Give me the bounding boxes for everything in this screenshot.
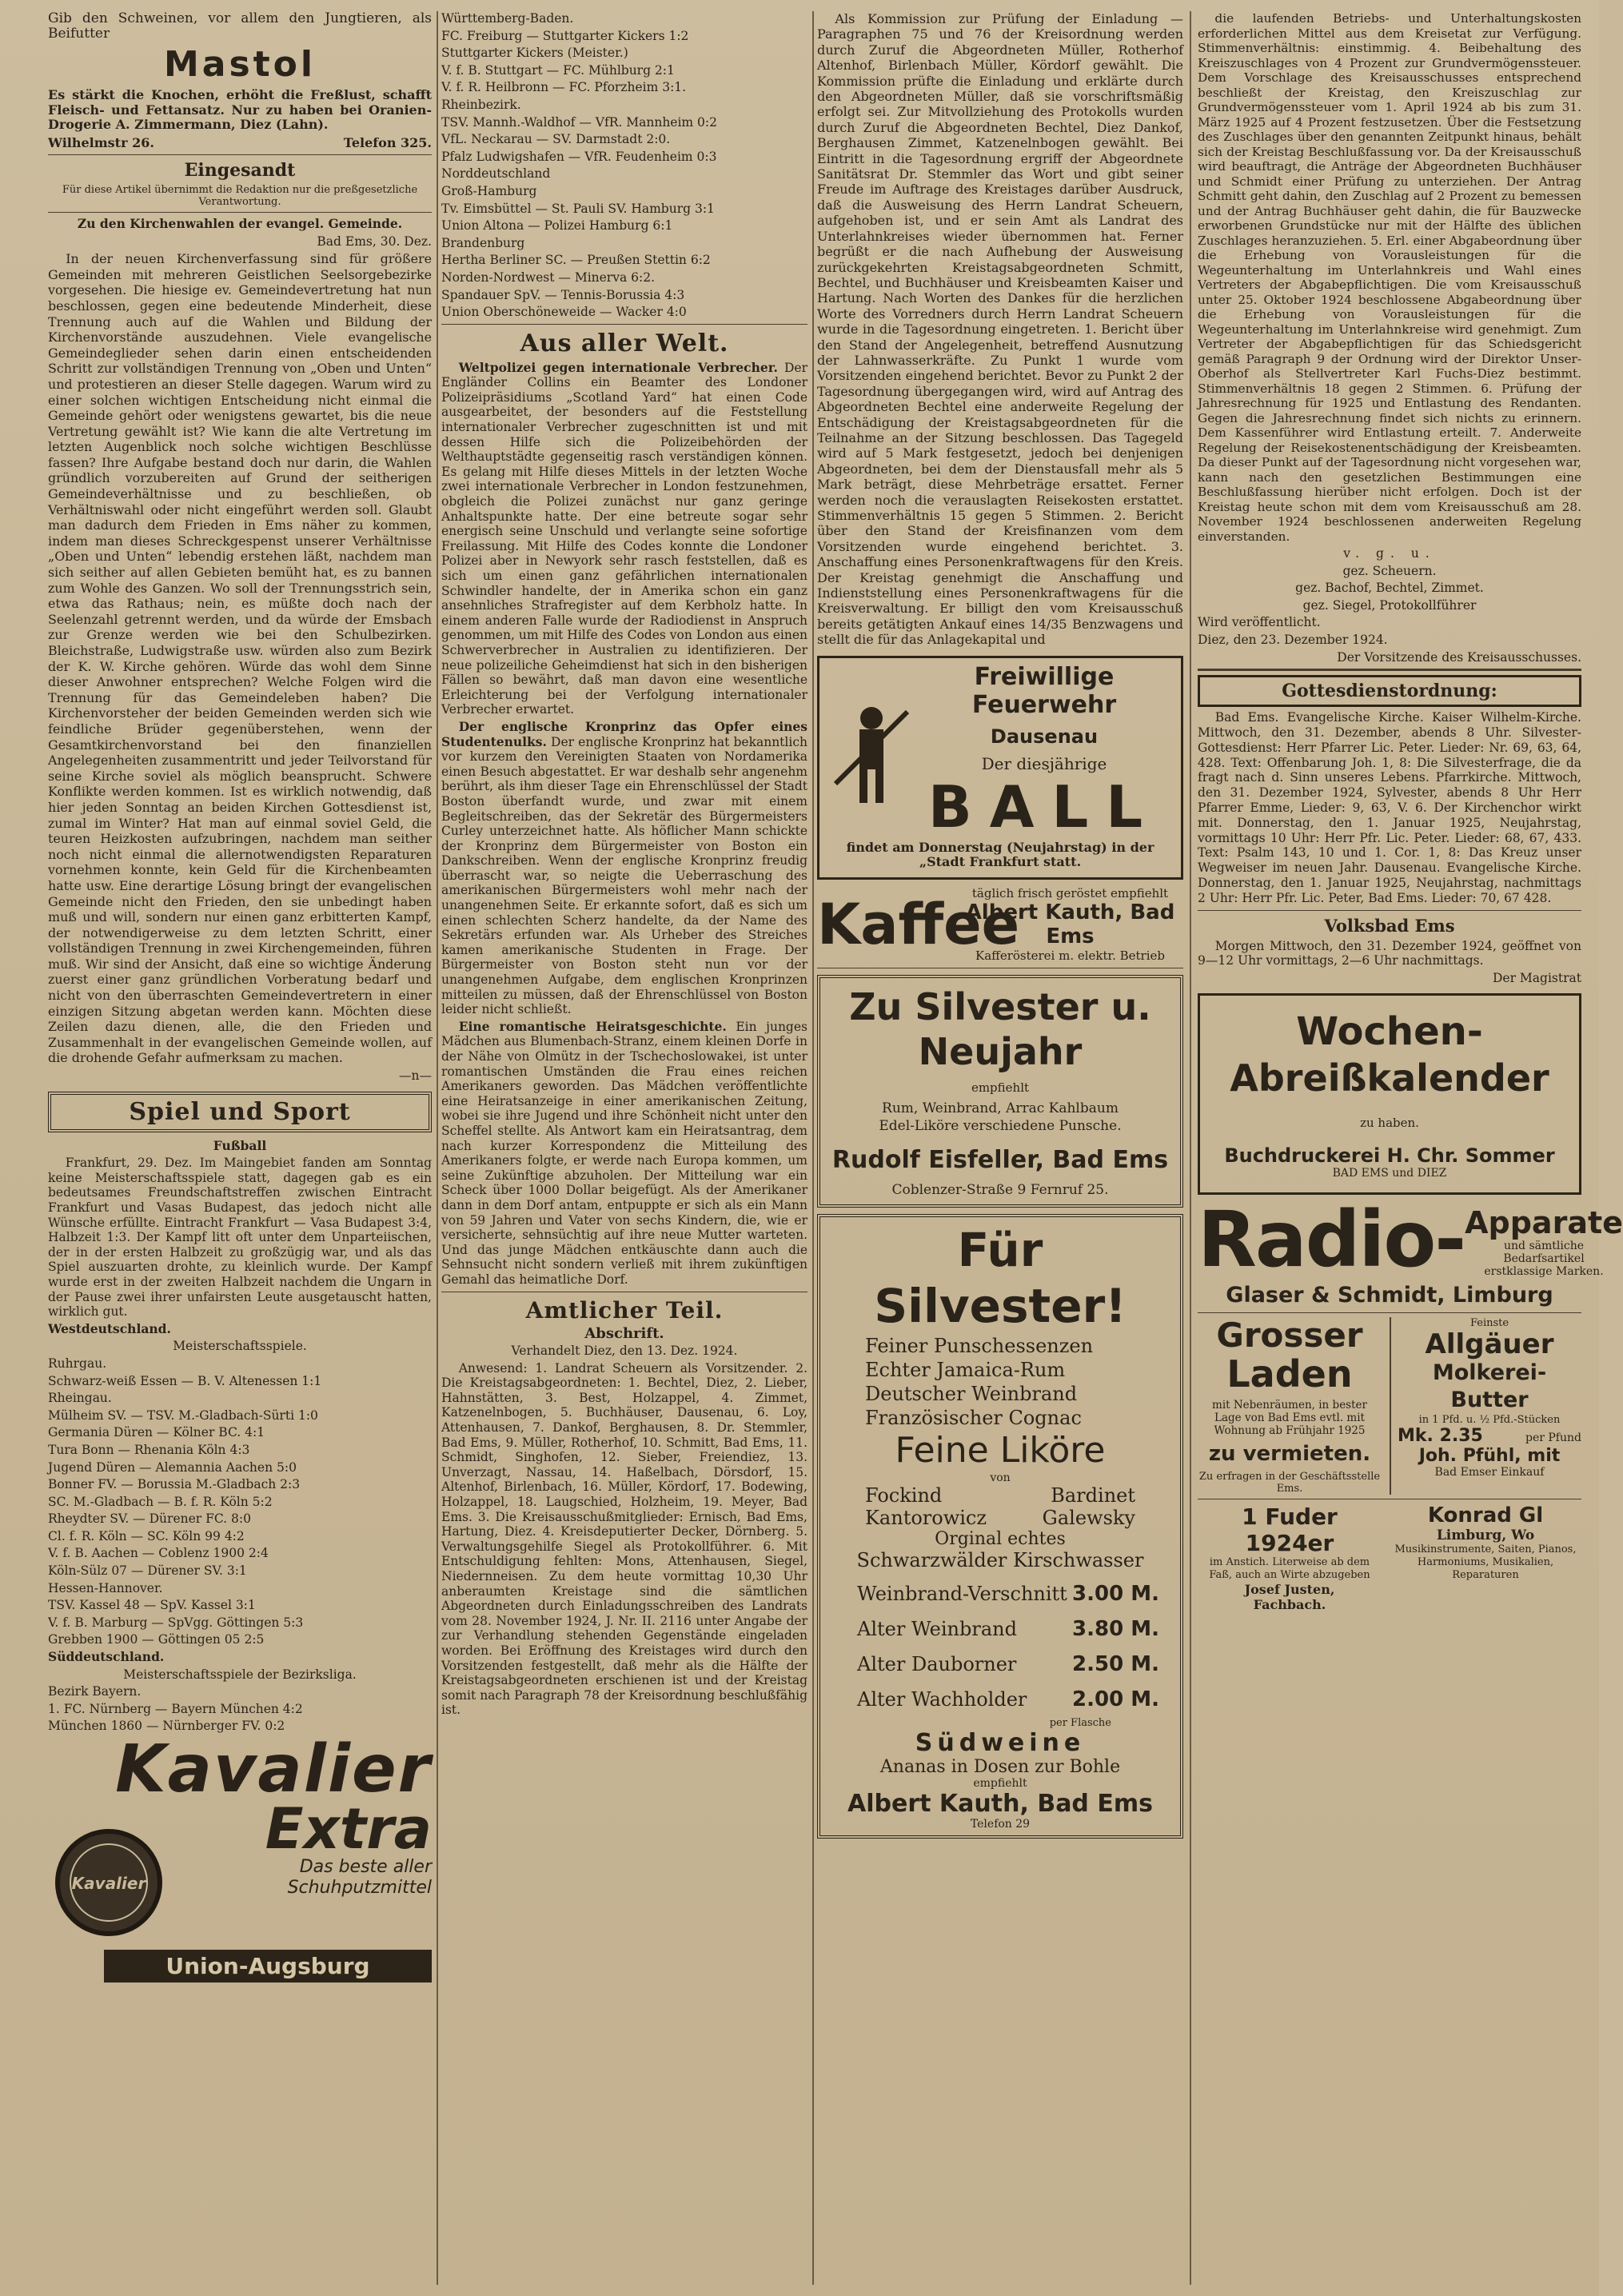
fs-price-1: 3.00 M.: [1072, 1581, 1159, 1606]
result-line: Schwarz-weiß Essen — B. V. Altenessen 1:1: [48, 1373, 322, 1388]
welt-title: Aus aller Welt.: [520, 329, 729, 357]
kavalier-badge-text: Kavalier: [71, 1874, 146, 1893]
result-line: Germania Düren — Kölner BC. 4:1: [48, 1425, 265, 1440]
column-1: [48, 11, 432, 2287]
sport-section-meister: Meisterschaftsspiele.: [173, 1339, 307, 1354]
butter-l2: Molkerei-Butter: [1432, 1360, 1547, 1413]
fs-firm: Albert Kauth, Bad Ems: [847, 1789, 1153, 1818]
result-line: FC. Freiburg — Stuttgarter Kickers 1:2: [441, 28, 689, 43]
fs-line-2: Echter Jamaica-Rum: [865, 1358, 1066, 1381]
mastol-brand: Mastol: [163, 44, 316, 86]
column-rule: [812, 11, 814, 2285]
result-line: Union Altona — Polizei Hamburg 6:1: [441, 218, 673, 234]
konrad-text: Musikinstrumente, Saiten, Pianos, Harmoniums, Musikalien, Reparaturen: [1394, 1543, 1577, 1582]
fs-ananas: Ananas in Dosen zur Bohle: [879, 1756, 1121, 1777]
vgu: v. g. u.: [1343, 546, 1436, 561]
radio-sub1: und sämtliche Bedarfsartikel: [1503, 1240, 1585, 1266]
result-line: 1. FC. Nürnberg — Bayern München 4:2: [48, 1701, 303, 1716]
result-line: Grebben 1900 — Göttingen 05 2:5: [48, 1632, 265, 1647]
laden-info: Zu erfragen in der Geschäftsstelle Ems.: [1198, 1471, 1381, 1495]
welt-p2-title: Der englische Kronprinz das Opfer eines Studentenulks.: [441, 718, 808, 749]
eingesandt-subtitle: Zu den Kirchenwahlen der evangel. Gemeinde.: [77, 215, 403, 231]
result-line: SC. M.-Gladbach — B. f. R. Köln 5:2: [48, 1494, 273, 1509]
volksbad-title: Volksbad Ems: [1324, 915, 1455, 936]
result-line: Rheydter SV. — Dürener FC. 8:0: [48, 1511, 251, 1527]
radio-firm: Glaser & Schmidt, Limburg: [1226, 1283, 1553, 1308]
kaffee-tagline: täglich frisch geröstet empfiehlt: [971, 885, 1169, 900]
sport-section-sued: Süddeutschland.: [48, 1649, 165, 1665]
result-line: V. f. B. Aachen — Coblenz 1900 2:4: [48, 1546, 269, 1561]
radio-sub2: erstklassige Marken.: [1484, 1265, 1604, 1279]
sport-report: Frankfurt, 29. Dez. Im Maingebiet fanden am Sonntag keine Meisterschaftsspiele statt, dagegen gab es ein bedeutsames Freundschaftstreffen zwischen Eintracht Frankfurt und Vasas Budapest, das jedoch nicht alle Wünsche erfüllte. Eintracht Frankfurt — Vasa Budapest 3:4, Halbzeit 1:3. Der Kampf litt oft unter dem Unparteiischen, der in der ersten Halbzeit zu großzügig war, und als das Spiel auszuarten drohte, zu kleinlich wurde. Der Kampf wurde erst in der zweiten Halbzeit nachdem die Ungarn in der Pause zwei ihrer unfairsten Leute ausgetauscht hatten, wirklich gut.: [48, 1156, 432, 1320]
kalender-ad: [1198, 993, 1581, 1195]
silvester-neujahr-emp: empfiehlt: [971, 1080, 1030, 1095]
result-line: München 1860 — Nürnberger FV. 0:2: [48, 1719, 285, 1734]
result-line: Hertha Berliner SC. — Preußen Stettin 6:2: [441, 253, 711, 268]
silvester-neujahr-ad: [817, 975, 1183, 1208]
fs-price-1-label: Weinbrand-Verschnitt: [857, 1582, 1067, 1605]
result-line: Tv. Eimsbüttel — St. Pauli SV. Hamburg 3:1: [441, 201, 715, 216]
fuder-text: im Anstich. Literweise ab dem Faß, auch an Wirte abzugeben: [1209, 1556, 1370, 1582]
column-2: [441, 11, 808, 2287]
mastol-text: Es stärkt die Knochen, erhöht die Freßlust, schafft Fleisch- und Fettansatz. Nur zu haben bei Oranien-Drogerie A. Zimmermann, Diez (Lahn).: [48, 87, 432, 133]
divider: [48, 154, 432, 155]
amtlich-subtitle: Abschrift.: [584, 1324, 664, 1342]
eingesandt-title: Eingesandt: [184, 159, 296, 181]
fs-likoere: Feine Liköre: [895, 1429, 1106, 1471]
fs-price-4-label: Alter Wachholder: [857, 1687, 1027, 1711]
butter-price: Mk. 2.35: [1398, 1426, 1483, 1447]
kavalier-badge-icon: [53, 1827, 165, 1939]
fs-kirschwasser: Schwarzwälder Kirschwasser: [856, 1548, 1144, 1571]
fuer-silvester-ad: [817, 1214, 1183, 1839]
butter-text: in 1 Pfd. u. ½ Pfd.-Stücken: [1418, 1414, 1561, 1427]
welt-p3-body: Ein junges Mädchen aus Blumenbach-Stranz, einem kleinen Dorfe in der Nähe von Olmütz in der Tschechoslowakei, ist unter romantischen Umständen die Frau eines reichen Amerikaners geworden. Das Mädchen veröffentlichte eine Heiratsanzeige in einer amerikanischen Zeitung, wobei sie ihre Jugend und ihre Schönheit nicht unter den Scheffel stellte. Als Antwort kam ein Heiratsantrag, dem nach kurzer Korrespondenz die Mitteilung des Amerikaners folgte, er werde nach Europa kommen, um seine Zukünftige abzuholen. Der Mitteilung war ein Scheck über 1000 Dollar beigefügt. Als der Amerikaner dann in dem Dorf antam, entpuppte er sich als ein Mann von 59 Jahren und Vater von sechs Kindern, die, wie er versicherte, sehnsüchtig auf ihre neue Mutter warteten. Und das junge Mädchen entkäuschte dann auch die Sehnsucht nicht sondern verließ mit ihrem zukünftigen Gemahl das heimatliche Dorf.: [441, 1019, 808, 1287]
result-line: Tura Bonn — Rhenania Köln 4:3: [48, 1442, 250, 1457]
feuerwehr-ball: BALL: [927, 773, 1161, 841]
result-line: Pfalz Ludwigshafen — VfR. Feudenheim 0:3: [441, 149, 717, 164]
result-line: VfL. Neckarau — SV. Darmstadt 2:0.: [441, 132, 671, 147]
fs-price-3-label: Alter Dauborner: [857, 1652, 1017, 1675]
mastol-contact: [48, 135, 432, 150]
kavalier-maker: Union-Augsburg: [104, 1950, 432, 1983]
fussball-heading: Fußball: [213, 1137, 267, 1153]
sport-section-west: Westdeutschland.: [48, 1320, 171, 1336]
laden-verm: zu vermieten.: [1208, 1442, 1371, 1467]
gottesdienst-title: Gottesdienstordnung:: [1282, 681, 1497, 702]
fs-per-flasche: per Flasche: [1049, 1716, 1111, 1729]
result-line: Hessen-Hannover.: [48, 1580, 163, 1595]
kavalier-extra: Extra: [265, 1796, 432, 1862]
kavalier-ad: [48, 1731, 432, 1991]
sport-header-box: [48, 1092, 432, 1132]
butter-ad: [1390, 1317, 1581, 1495]
radio-big: Radio-: [1198, 1195, 1465, 1285]
amtlich-continued: Als Kommission zur Prüfung der Einladung — Paragraphen 75 und 76 der Kreisordnung werden durch Zuruf die Abgeordneten Müller, Rotherhof Altenhof, Birlenbach Müller, Kördorf gewählt. Die Kommission prüfte die Einladung und erklärte durch den Abgeordneten Müller, daß sie vorschriftsmäßig erfolgt sei. Zur Mitvollziehung des Protokolls wurden durch Zuruf die Abgeordneten Bechtel, Diez Dankof, Berghausen Zimmet, Katzenelnbogen gewählt. Bei Eintritt in die Tagesordnung ergriff der Abgeordnete Sanitätsrat Dr. Stemmler das Wort und gibt seiner Freude im Auftrage des Kreistages darüber Ausdruck, daß die Ausweisung des Herrn Landrat Scheuern, aufgehoben ist, und er sein Amt als Landrat des Unterlahnkreises wieder übernommen hat. Ferner begrüßt er die nach Aufhebung der Ausweisung zurückgekehrten Kreistagsabgeordneten Schmitt, Bechtel, und Buchhäuser und Kreisbeamten Kaiser und Hartung. Nach Worten des Dankes für die herzlichen Worte des Vorredners durch Herrn Landrat Scheuern wurde in die Tagesordnung eingetreten. 1. Bericht über den Stand der Angelegenheit, betreffend Ausnutzung der Lahnwasserkräfte. Zu Punkt 1 wurde vom Vorsitzenden eingehend berichtet. Bevor zu Punkt 2 der Tagesordnung übergegangen wird, wird auf Antrag des Abgeordneten Bechtel eine anderweite Regelung der Entschädigung der Kreistagsabgeordneten für die Teilnahme an der Sitzung beschlossen. Das Tagegeld wird auf 5 Mark festgesetzt, jedoch bei denjenigen Abgeordneten, bei dem der Dienstausfall mehr als 5 Mark beträgt, diese Mehrbeträge ersattet. Ferner werden noch die verauslagten Reisekosten erstattet. Stimmenverhältnis 15 gegen 5 Stimmen. 2. Bericht über den Stand der Kreisfinanzen vom dem Vorsitzenden wurde eingehend berichtet. 3. Anschaffung eines Personenkraftwagens für den Kreis. Der Kreistag genehmigt die Anschaffung und Indienststellung eines Personenkraftwagens für die Kreisverwaltung. Er billigt den vom Kreisausschuß bereits getätigten Ankauf eines 14/35 Benzwagens und stellt die für das Anlagekapital und: [817, 11, 1183, 648]
laden-l2: Laden: [1226, 1352, 1353, 1396]
amtlich-body: Anwesend: 1. Landrat Scheuern als Vorsitzender. 2. Die Kreistagsabgeordneten: 1. Bechtel, Diez, 2. Lieber, Hahnstätten, 3. Best, Holzappel, 4. Zimmet, Katzenelnbogen, 5. Buchhäuser, Dausenau, 6. Loy, Attenhausen, 7. Dankof, Berghausen, 8. Dr. Stemmler, Bad Ems, 9. Müller, Rotherhof, 10. Schmitt, Bad Ems, 11. Schmidt, Singhofen, 12. Sieber, Freiendiez, 13. Unverzagt, Nassau, 14. Haßelbach, Dörsdorf, 15. Altenhof, Birlenbach, 16. Müller, Kördorf, 17. Bodewing, Holzappel, 18. Laugschied, Holzheim, 19. Meyer, Bad Ems. 3. Die Kreisausschußmitglieder: Ernisch, Bad Ems, Hartung, Diez. 4. Kreisdeputierter Decker, Dörnberg. 5. Verwaltungsgehilfe Siegel als Protokollführer. 6. Mit Entschuldigung fehlten: Mons, Attenhausen, Siegel, Niedernneisen. Zu dem heute vormittag 10,30 Uhr anberaumten Kreistage sind die sämtlichen Abgeordneten durch Einladungsschreiben des Landrats vom 28. November 1924, J. Nr. II. 2116 unter Angabe der zur Verhandlung stehenden Gegenstände eingeladen worden. Bei Eröffnung des Kreistages wird durch den Vorsitzenden festgestellt, daß mehr als die Hälfte der Kreistagsabgeordneten erschienen ist und der Kreistag somit nach Paragraph 78 der Kreisordnung beschlußfähig ist.: [441, 1360, 808, 1718]
fs-suedweine: Südweine: [915, 1728, 1086, 1757]
fs-line-4: Französischer Cognac: [865, 1406, 1082, 1429]
result-line: Norddeutschland: [441, 166, 551, 182]
fs-line-3: Deutscher Weinbrand: [865, 1382, 1078, 1405]
feuerwehr-text: findet am Donnerstag (Neujahrstag) in der „Stadt Frankfurt statt.: [846, 839, 1154, 870]
result-line: V. f. R. Heilbronn — FC. Pforzheim 3:1.: [441, 80, 687, 95]
kalender-sub: BAD EMS und DIEZ: [1332, 1167, 1447, 1180]
result-line: Rheinbezirk.: [441, 97, 521, 112]
gottesdienst-header-box: [1198, 675, 1581, 707]
feuerwehr-ad: [817, 656, 1183, 880]
fs-emp: empfiehlt: [973, 1776, 1027, 1790]
fs-brand-3: Kantorowicz: [865, 1506, 987, 1529]
result-line: Cl. f. R. Köln — SC. Köln 99 4:2: [48, 1528, 245, 1543]
amtlich-continued-2: die laufenden Betriebs- und Unterhaltungskosten erforderlichen Mittel aus dem Kreisetat zur Verfügung. Stimmenverhältnis: einstimmig. 4. Beibehaltung des Kreiszuschlages von 4 Prozent zur Grundvermögenssteuer. Dem Vorschlage des Kreisausschusses entsprechend beschließt der Kreistag, den Kreiszuschlag zur Grundvermögenssteuer vom 1. April 1924 ab bis zum 31. März 1925 auf 4 Prozent festzusetzen. Über die Festsetzung des Zuschlages über den genannten Zeitpunkt hinaus, behält sich der Kreistag Beschlußfassung vor. Da der Kreisausschuß wird beauftragt, die Anträge der Abgeordneten Buchhäuser und Schmidt einer Prüfung zu unterziehen. Der Antrag Schmitt geht dahin, den Zuschlag auf 2 Prozent zu bemessen und der Antrag Buchhäuser geht dahin, die für Bauzwecke erworbenen Grundstücke nur mit der Hälfte des üblichen Zuschlages heranzuziehen. 5. Erl. einer Abgabeordnung über die Erhebung von Vorausleistungen für die Wegeunterhaltung im Unterlahnkreis und Wahl eines Vertreters der Abgabepflichtigen. Die vom Kreisausschuß unter 25. Oktober 1924 beschlossene Abgabeordnung über die Erhebung von Vorausleistungen für die Wegeunterhaltung im Unterlahnkreise wird genehmigt. Zum Vertreter der Abgabepflichtigen für das Schiedsgericht gemäß Paragraph 9 der Ordnung wird der Direktor Unser-Oberhof als Stellvertreter Karl Fuchs-Diez bestimmt. Stimmenverhältnis 18 gegen 2 Stimmen. 6. Prüfung der Jahresrechnung für 1925 und Entlastung des Rendanten. Gegen die Jahresrechnung findet sich nichts zu erinnern. Dem Kassenführer wird Entlastung erteilt. 7. Anderweite Regelung der Reisekostenentschädigung der Kreisbeamten. Da dieser Punkt auf der Tagesordnung nicht vorgesehen war, kann nach den gesetzlichen Bestimmungen eine Beschlußfassung hierüber nicht erfolgen. Doch ist der Kreistag heute schon mit dem vom Kreisausschuß am 28. November 1924 beschlossenen anderweiten Regelung einverstanden.: [1198, 11, 1581, 544]
butter-pfd: per Pfund: [1525, 1432, 1581, 1445]
feuerwehr-place: Dausenau: [990, 725, 1099, 748]
eingesandt-body: In der neuen Kirchenverfassung sind für größere Gemeinden mit mehreren Geistlichen Seelsorgebezirke vorgesehen. Die hiesige ev. Gemeindevertretung hat nun beschlossen, gegen eine bedeutende Minderheit, diese Trennung auch auf die Wahlen und Bildung der Kirchenvorstände auszudehnen. Viele evangelische Gemeindeglieder sehen darin einen entscheidenden Schritt zur vollständigen Trennung von „Oben und Unten“ und protestieren an dieser Stelle dagegen. Warum wird zu einer solchen wichtigen Entscheidung nicht einmal die Gemeinde gehört oder wenigstens gewartet, bis die neue Vertretung gewählt ist? Wie kann die alte Vertretung im letzten Augenblick noch solche wichtigen Beschlüsse fassen? Ihre Aufgabe bestand doch nur darin, die Wahlen gründlich vorzubereiten auf Grund der seitherigen Gemeindeverhältnisse und zu beschließen, ob Verhältniswahl oder nicht eingeführt werden soll. Glaubt man dadurch dem Frieden in Ems näher zu kommen, indem man dieses Schreckgespenst unserer Verhältnisse „Oben und Unten“ lebendig erstehen läßt, nachdem man sich seither auf allen Gebieten bemüht hat, es zu bannen zum Wohle des Ganzen. Wo soll der Trennungsstrich sein, etwa das Rathaus; nein, es müßte doch nach der Seelenzahl getrennt werden, und da würde der Emsbach zur Grenze werden wie bei den Schulbezirken. Bleichstraße, Ludwigstraße usw. würden also zum Bezirk der K. W. Kirche gehören. Würde das wohl dem Sinne dieser Anwohner entsprechen? Welche Folgen wird die Trennung für das Gemeindeleben haben? Die Kirchenvorsteher der beiden Gemeinden werden sich wie feindliche Brüder gegenüberstehen, wenn der Gesamtkirchenvorstand bei den finanziellen Angelegenheiten zusammentritt und jeder Teilvorstand für seine Kirche soviel als möglich beansprucht. Schwere Konflikte werden kommen. Ist es wirklich notwendig, daß hier jeden Sonntag an beiden Kirchen Gottesdienst ist, zumal im Winter? Hat man auf einmal soviel Geld, die teuren Heizkosten aufzubringen, nachdem man seither noch nicht einmal die allernotwendigsten Reparaturen vornehmen konnte, kein Geld für die Kirchenbeamten hatte usw. Eine derartige Lösung bringt der evangelischen Gemeinde nicht den Frieden, den sie unbedingt haben muß und will, sondern nur einen ganz erbitterten Kampf, der notwendigerweise zu dem letzten Schritt, einer vollständigen Trennung in zwei Kirchengemeinden, führen muß. Wir sind der Ansicht, daß eine so wichtige Änderung zuerst einer ganz gründlichen Vorberatung bedarf und nicht von den überraschten Gemeindevertretern in einer einzigen Sitzung abgetan werden kann. Möchten diese Zeilen dazu dienen, alle, die den Frieden und Zusammenhalt in der evangelischen Gemeinde wollen, auf die drohende Gefahr aufmerksam zu machen.: [48, 251, 432, 1066]
results-sued: [48, 1684, 432, 1734]
konrad-name: Konrad Gl: [1427, 1503, 1544, 1528]
result-line: Bezirk Bayern.: [48, 1684, 142, 1699]
butter-l1: Allgäuer: [1425, 1328, 1554, 1361]
welt-p3-title: Eine romantische Heiratsgeschichte.: [458, 1018, 727, 1034]
column-rule: [1190, 11, 1191, 2285]
result-line: TSV. Mannh.-Waldhof — VfR. Mannheim 0:2: [441, 114, 717, 130]
divider: [48, 212, 432, 213]
mastol-intro: Gib den Schweinen, vor allem den Jungtieren, als Beifutter: [48, 10, 432, 42]
laden-l1: Grosser: [1216, 1316, 1363, 1356]
divider: [1198, 1312, 1581, 1313]
fs-original: Orginal echtes: [935, 1528, 1066, 1549]
fuder-l1: 1 Fuder 1924er: [1242, 1503, 1338, 1557]
fs-brand-2: Bardinet: [1051, 1483, 1135, 1507]
eingesandt-signature: —n—: [399, 1068, 432, 1084]
volksbad-body: Morgen Mittwoch, den 31. Dezember 1924, geöffnet von 9—12 Uhr vormittags, 2—6 Uhr nachmittags.: [1198, 938, 1581, 968]
result-line: Rheingau.: [48, 1391, 112, 1406]
fs-brand-4: Galewsky: [1042, 1506, 1135, 1529]
signature-1: gez. Scheuern.: [1342, 563, 1437, 578]
result-line: Stuttgarter Kickers (Meister.): [441, 46, 628, 61]
result-line: Union Oberschöneweide — Wacker 4:0: [441, 305, 687, 320]
kaffee-firm: Albert Kauth, Bad Ems: [965, 900, 1175, 948]
result-line: Bonner FV. — Borussia M.-Gladbach 2:3: [48, 1477, 301, 1492]
kalender-firm: Buchdruckerei H. Chr. Sommer: [1224, 1144, 1555, 1168]
kalender-l2: Abreißkalender: [1230, 1056, 1549, 1100]
kalender-l1: Wochen-: [1296, 1009, 1483, 1055]
mastol-phone: Telefon 325.: [343, 134, 432, 150]
fs-price-4: 2.00 M.: [1072, 1687, 1159, 1711]
kavalier-brand: Kavalier: [115, 1731, 432, 1807]
result-line: Brandenburg: [441, 235, 525, 250]
column-4: [1198, 11, 1623, 2287]
divider: [441, 324, 808, 325]
silvester-neujahr-items: Rum, Weinbrand, Arrac Kahlbaum Edel-Liköre verschiedene Punsche.: [879, 1100, 1122, 1134]
kaffee-ad: [817, 886, 1183, 963]
amt-date: Diez, den 23. Dezember 1924.: [1198, 632, 1388, 647]
eingesandt-place: Bad Ems, 30. Dez.: [317, 234, 432, 249]
kaffee-sub: Kafferösterei m. elektr. Betrieb: [975, 948, 1165, 963]
sport-title: Spiel und Sport: [129, 1097, 351, 1126]
konrad-place: Limburg, Wo: [1436, 1527, 1535, 1544]
feuerwehr-title: Freiwillige Feuerwehr: [971, 662, 1117, 719]
kavalier-slogan: Das beste aller Schuhputzmittel: [287, 1857, 432, 1898]
butter-firm: Joh. Pfühl, mit: [1418, 1446, 1561, 1467]
result-line: Spandauer SpV. — Tennis-Borussia 4:3: [441, 287, 685, 302]
fs-price-2-label: Alter Weinbrand: [857, 1617, 1017, 1640]
divider: [1198, 910, 1581, 911]
result-line: Jugend Düren — Alemannia Aachen 5:0: [48, 1459, 297, 1475]
welt-p1-body: Der Engländer Collins ein Beamter des Londoner Polizeipräsidiums „Scotland Yard“ hat einen Code ausgearbeitet, der besonders auf die Feststellung internationaler Verbrecher zugeschnitten ist und mit dessen Hilfe sich die Polizeibehörden der Welthauptstädte gegenseitig rasch verständigen können. Es gelang mit Hilfe dieses Mittels in der letzten Woche zwei internationale Verbrecher in London festzunehmen, obgleich die Polizei zunächst nur ganz geringe Anhaltspunkte hatte. Der eine betreute sogar sehr energisch seine Unschuld und verlangte seine sofortige Freilassung. Mit Hilfe des Codes konnte die Londoner Polizei aber in Newyork sehr rasch feststellen, daß es sich um einen ganz gefährlichen internationalen Schwindler handelte, der in Amerika schon ein ganz ansehnliches Strafregister auf dem Kerbholz hatte. In einem anderen Falle wurde der Radiodienst in Anspruch genommen, um mit Hilfe des Codes von London aus einen Schwerverbrecher in Australien zu identifizieren. Der neue polizeiliche Geheimdienst hat sich in den bisherigen Fällen so bewährt, daß man davon eine wesentliche Erleichterung bei der Verfolgung internationaler Verbrecher erwartet.: [441, 360, 808, 717]
fs-brand-1: Fockind: [865, 1483, 943, 1507]
kaffee-big: Kaffee: [817, 891, 1020, 957]
silvester-neujahr-firm: Rudolf Eisfeller, Bad Ems: [831, 1145, 1169, 1174]
mastol-address: Wilhelmstr 26.: [48, 134, 154, 150]
amt-vorsitzender: Der Vorsitzende des Kreisausschusses.: [1337, 649, 1581, 665]
result-line: TSV. Kassel 48 — SpV. Kassel 3:1: [48, 1598, 256, 1613]
fuder-konrad-row: [1198, 1503, 1581, 1612]
result-line: Norden-Nordwest — Minerva 6:2.: [441, 270, 656, 285]
kalender-zu: zu haben.: [1360, 1116, 1419, 1131]
results-continued: [441, 11, 808, 320]
welt-p2-body: Der englische Kronprinz hat bekanntlich vor kurzem den Vereinigten Staaten von Nordamerika einen Besuch abgestattet. Er war deshalb sehr angenehm berührt, als ihm dieser Tage ein Ehrenschlüssel der Stadt Boston überfandt wurde, und zwar mit einem Begleitschreiben, das der Sekretär des Bürgermeisters Curley unterzeichnet hatte. Als höflicher Mann schickte der Kronprinz dem Bürgermeister von Boston ein Dankschreiben. Wenn der englische Kronprinz freudig überrascht war, so neigte die Ueberraschung des amerikanischen Bürgermeisters wohl mehr nach der unangenehmen Seite. Er erkannte sofort, daß es sich um einen schlechten Scherz handelte, da der Name des Sekretärs erfunden war. Als Urheber des Streiches kamen amerikanische Studenten in Frage. Der Bürgermeister von Boston steht nun vor der unangenehmen Aufgabe, dem englischen Kronprinzen mitteilen zu müssen, daß der Ehrenschlüssel von Boston leider nicht schließt.: [441, 734, 808, 1017]
result-line: Mülheim SV. — TSV. M.-Gladbach-Sürti 1:0: [48, 1408, 318, 1423]
divider: [1198, 669, 1581, 671]
laden-text: mit Nebenräumen, in bester Lage von Bad Ems evtl. mit Wohnung ab Frühjahr 1925: [1212, 1399, 1367, 1438]
result-line: Köln-Sülz 07 — Dürener SV. 3:1: [48, 1563, 247, 1579]
fs-tel: Telefon 29: [970, 1817, 1031, 1831]
fuder-firm: Josef Justen,: [1244, 1582, 1335, 1598]
fs-price-2: 3.80 M.: [1072, 1616, 1159, 1641]
column-rule: [437, 11, 438, 2285]
silvester-neujahr-title: Zu Silvester u. Neujahr: [849, 984, 1151, 1073]
laden-ad: [1198, 1317, 1382, 1495]
welt-p1-title: Weltpolizei gegen internationale Verbrecher.: [458, 359, 778, 375]
fs-line-1: Feiner Punschessenzen: [865, 1334, 1094, 1357]
result-line: Ruhrgau.: [48, 1356, 107, 1371]
fuder-place: Fachbach.: [1253, 1597, 1326, 1613]
laden-butter-row: [1198, 1317, 1581, 1495]
radio-ad: [1198, 1195, 1623, 1285]
konrad-ad: [1390, 1503, 1581, 1612]
firefighter-icon: [827, 696, 915, 808]
radio-apparate: Apparate: [1465, 1205, 1623, 1241]
volksbad-signature: Der Magistrat: [1493, 970, 1581, 985]
fs-von: von: [990, 1471, 1011, 1484]
gottesdienst-body: Bad Ems. Evangelische Kirche. Kaiser Wilhelm-Kirche. Mittwoch, den 31. Dezember, abends 8 Uhr. Silvester-Gottesdienst: Herr Pfarrer Lic. Peter. Lieder: Nr. 69, 63, 64, 428. Text: Offenbarung Joh. 1, 8: Die Silvesterfrage, die da fragt nach d. Sinn unseres Lebens. Pfarrkirche. Mittwoch, den 31. Dezember 1924, Sylvester, abends 8 Uhr Herr Pfarrer Emme, Lieder: 9, 63, V. 6. Der Kirchenchor wirkt mit. Donnerstag, den 1. Januar 1925, Neujahrstag, vormittags 10 Uhr: Herr Pfr. Lic. Peter. Lieder: 68, 67, 433. Text: Psalm 143, 10 und 1. Cor. 1, 8: Das Kreuz unser Wegweiser im neuen Jahr. Dausenau. Evangelische Kirche. Donnerstag, den 1. Januar 1925, Neujahrstag, nachmittags 2 Uhr: Herr Pfr. Lic. Peter, Bad Ems. Lieder: 70, 67 428.: [1198, 710, 1581, 905]
sport-section-bezirksliga: Meisterschaftsspiele der Bezirksliga.: [123, 1667, 357, 1682]
amtlich-date: Verhandelt Diez, den 13. Dez. 1924.: [511, 1344, 738, 1359]
result-line: Württemberg-Baden.: [441, 11, 574, 26]
feuerwehr-pre: Der diesjährige: [981, 753, 1107, 773]
veroeffentlicht: Wird veröffentlicht.: [1198, 615, 1321, 630]
fuder-ad: [1198, 1503, 1382, 1612]
fuer-silvester-title: Für Silvester!: [874, 1222, 1127, 1333]
signature-2: gez. Bachof, Bechtel, Zimmet.: [1295, 581, 1484, 596]
butter-top: Feinste: [1469, 1317, 1509, 1330]
column-3: [817, 11, 1183, 2287]
silvester-neujahr-addr: Coblenzer-Straße 9 Fernruf 25.: [891, 1181, 1109, 1198]
amtlich-title: Amtlicher Teil.: [525, 1296, 724, 1324]
result-line: Groß-Hamburg: [441, 183, 537, 198]
butter-filial: Bad Emser Einkauf: [1434, 1466, 1545, 1479]
result-line: V. f. B. Stuttgart — FC. Mühlburg 2:1: [441, 62, 675, 78]
result-line: V. f. B. Marburg — SpVgg. Göttingen 5:3: [48, 1615, 304, 1630]
signature-3: gez. Siegel, Protokollführer: [1302, 597, 1477, 613]
fs-price-3: 2.50 M.: [1072, 1651, 1159, 1676]
results-west: [48, 1356, 432, 1647]
eingesandt-note: Für diese Artikel übernimmt die Redaktion nur die preßgesetzliche Verantwortung.: [62, 183, 418, 208]
